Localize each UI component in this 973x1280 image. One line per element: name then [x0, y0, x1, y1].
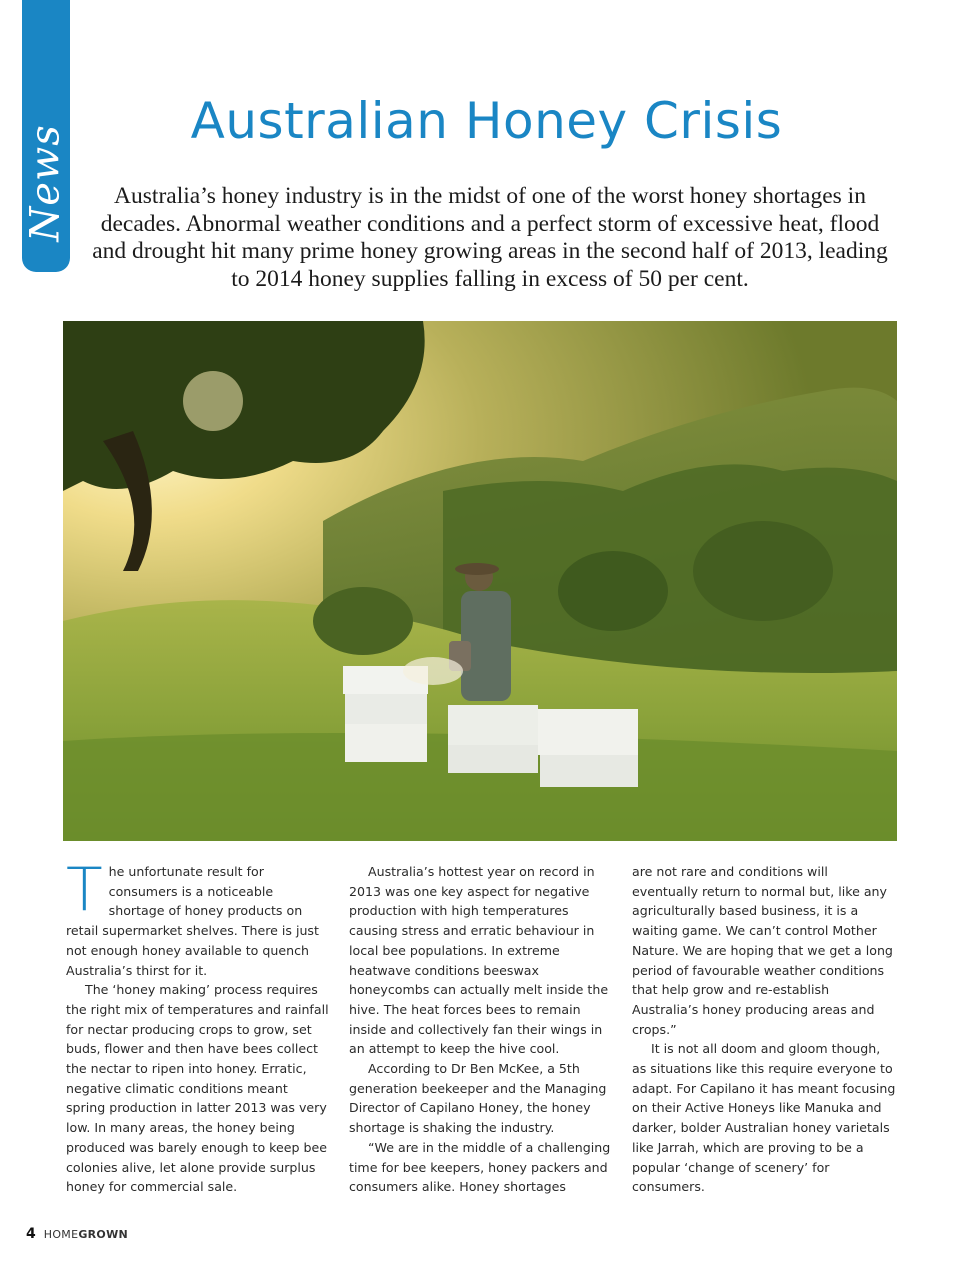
article-standfirst: Australia’s honey industry is in the midst of one of the worst honey shortages in decades. Abnormal weather conditions and a perfect storm of excessive heat, flood and drought hit many prime honey growing areas in the second half of 2013, leading to 2014 honey supplies falling in excess of 50 per cent.: [92, 183, 888, 292]
section-tab-label: News: [23, 124, 69, 242]
article-title: Australian Honey Crisis: [190, 92, 783, 150]
article-column-2: [349, 862, 613, 1197]
paragraph: The ‘honey making’ process requires the right mix of temperatures and rainfall for nectar producing crops to grow, set buds, flower and then have bees collect the nectar to ripen into honey. Erratic, negative climatic conditions meant spring production in latter 2013 was very low. In many areas, the honey being produced was barely enough to keep bee colonies alive, let alone provide surplus honey for commercial sale.: [66, 982, 329, 1195]
article-column-1: [66, 855, 330, 1197]
drop-cap: T: [66, 855, 103, 925]
paragraph: “We are in the middle of a challenging time for bee keepers, honey packers and consumers alike. Honey shortages: [349, 1139, 611, 1195]
paragraph: Australia’s hottest year on record in 2013 was one key aspect for negative production with high temperatures causing stress and erratic behaviour in local bee populations. In extreme heatwave conditions beeswax honeycombs can actually melt inside the hive. The heat forces bees to remain inside and collectively fan their wings in an attempt to keep the hive cool.: [349, 864, 609, 1057]
paragraph: The unfortunate result for consumers is a noticeable shortage of honey products on retail supermarket shelves. There is just not enough honey available to quench Australia’s thirst for it.: [66, 855, 319, 978]
article-column-3: [632, 862, 896, 1197]
paragraph: It is not all doom and gloom though, as situations like this require everyone to adapt. For Capilano it has meant focusing on their Active Honeys like Manuka and darker, bolder Australian honey varietals like Jarrah, which are proving to be a popular ‘change of scenery’ for consumers.: [632, 1041, 896, 1195]
paragraph: are not rare and conditions will eventually return to normal but, like any agriculturally based business, it is a waiting game. We can’t control Mother Nature. We are hoping that we get a long period of favourable weather conditions that help grow and re-establish Australia’s honey producing areas and crops.”: [632, 864, 893, 1037]
paragraph: According to Dr Ben McKee, a 5th generation beekeeper and the Managing Director of Capilano Honey, the honey shortage is shaking the industry.: [349, 1061, 607, 1136]
magazine-brand: HOMEGROWN: [43, 1228, 129, 1241]
page-number: 4: [26, 1226, 36, 1242]
page-footer: [26, 1226, 128, 1242]
beekeeper-photo: [63, 321, 897, 841]
article-body: [66, 855, 896, 1197]
